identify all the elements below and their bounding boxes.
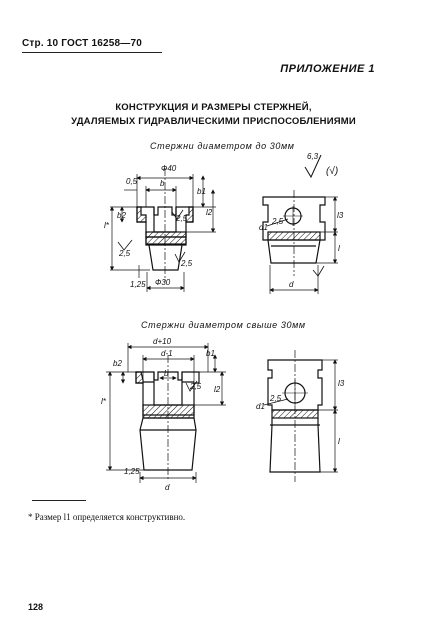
dim-r25d: 2,5: [272, 217, 284, 226]
dim-d: d: [289, 280, 294, 289]
dim-l3-large: l3: [338, 379, 345, 388]
dim-d40: Ф40: [161, 164, 177, 173]
footnote-rule: [32, 500, 86, 501]
dim-b2: b2: [117, 211, 126, 220]
roughness-paren: (√): [326, 166, 339, 177]
dim-r25a-large: 2,5: [190, 382, 202, 391]
dim-r25a: 2,5: [119, 249, 131, 258]
dim-l3: l3: [337, 211, 344, 220]
dim-b2-large: b2: [113, 359, 122, 368]
dim-d-large: d: [165, 483, 170, 492]
appendix-label: ПРИЛОЖЕНИЕ 1: [280, 63, 375, 75]
dim-d-minus-1: d-1: [161, 349, 173, 358]
dim-l2: l2: [206, 208, 213, 217]
dim-b1: b1: [197, 187, 206, 196]
dim-b-large: b: [164, 369, 169, 378]
dim-b1-large: b1: [206, 349, 215, 358]
dim-l2-large: l2: [214, 385, 221, 394]
dim-l-star: l*: [104, 221, 109, 230]
dim-r25c: 2,5: [181, 259, 193, 268]
dim-d1-large: d1: [256, 402, 265, 411]
dim-0-5: 0,5: [126, 177, 138, 186]
dim-l-star-large: l*: [101, 397, 106, 406]
dim-l: l: [338, 244, 340, 253]
dim-l-large: l: [338, 437, 340, 446]
drawing-small-core-side: [263, 190, 325, 276]
dim-d-plus-10: d+10: [153, 337, 172, 346]
dim-r25b-large: 2,5: [270, 394, 282, 403]
dim-d1: d1: [259, 223, 268, 232]
dim-d30: Ф30: [155, 278, 171, 287]
dim-r25b: 2,5: [176, 214, 188, 223]
title-line-2: УДАЛЯЕМЫХ ГИДРАВЛИЧЕСКИМИ ПРИСПОСОБЛЕНИЯМИ: [71, 116, 356, 127]
dim-1-25-large: 1,25: [124, 467, 140, 476]
title-line-1: КОНСТРУКЦИЯ И РАЗМЕРЫ СТЕРЖНЕЙ,: [115, 102, 312, 113]
section2-caption: Стержни диаметром свыше 30мм: [141, 320, 306, 330]
page-header: Стр. 10 ГОСТ 16258—70: [22, 38, 142, 49]
page-number: 128: [28, 602, 44, 612]
section1-caption: Стержни диаметром до 30мм: [150, 141, 295, 151]
drawing-large-core-side: [268, 350, 322, 482]
roughness-value: 6,3: [307, 152, 319, 161]
dim-1-25: 1,25: [130, 280, 146, 289]
footnote: * Размер l1 определяется конструктивно.: [28, 512, 186, 522]
dim-b: b: [160, 179, 165, 188]
